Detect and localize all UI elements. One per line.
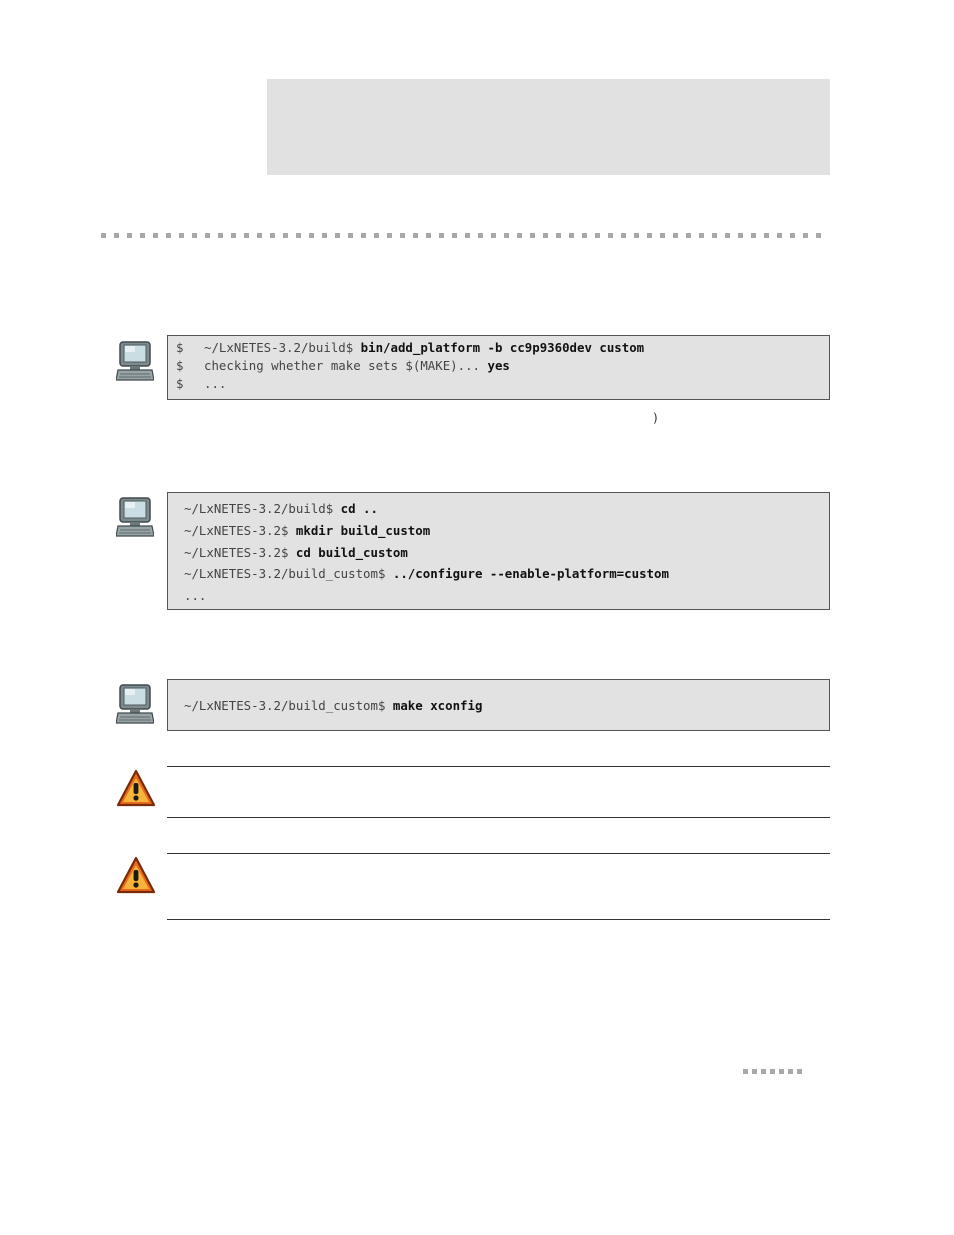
header-block (267, 79, 830, 175)
warning-triangle-icon (116, 856, 156, 896)
code-line: ~/LxNETES-3.2$ cd build_custom (184, 545, 408, 560)
code-block-2 (167, 492, 830, 610)
code-block-1: $ ~/LxNETES-3.2/build$ bin/add_platform -b cc9p9360dev custom $ checking whether make sets $(MAKE)... yes $ ... (167, 335, 830, 400)
warning-bottom-rule (167, 919, 830, 920)
code-line: ~/LxNETES-3.2/build_custom$ ../configure --enable-platform=custom (184, 566, 669, 581)
computer-terminal-icon (116, 496, 154, 538)
code-block-3 (167, 679, 830, 731)
warning-top-rule (167, 766, 830, 767)
warning-top-rule (167, 853, 830, 854)
computer-terminal-icon (116, 340, 154, 382)
code-line: ~/LxNETES-3.2/build$ cd .. (184, 501, 378, 516)
page-footer-mark (743, 1069, 803, 1074)
code-line: ~/LxNETES-3.2$ mkdir build_custom (184, 523, 431, 538)
code-line: ... (184, 588, 207, 603)
computer-terminal-icon (116, 683, 154, 725)
code-line: ~/LxNETES-3.2/build_custom$ make xconfig (184, 698, 483, 713)
section-divider (101, 233, 829, 238)
text-fragment: ) (653, 411, 658, 425)
warning-bottom-rule (167, 817, 830, 818)
warning-triangle-icon (116, 769, 156, 809)
